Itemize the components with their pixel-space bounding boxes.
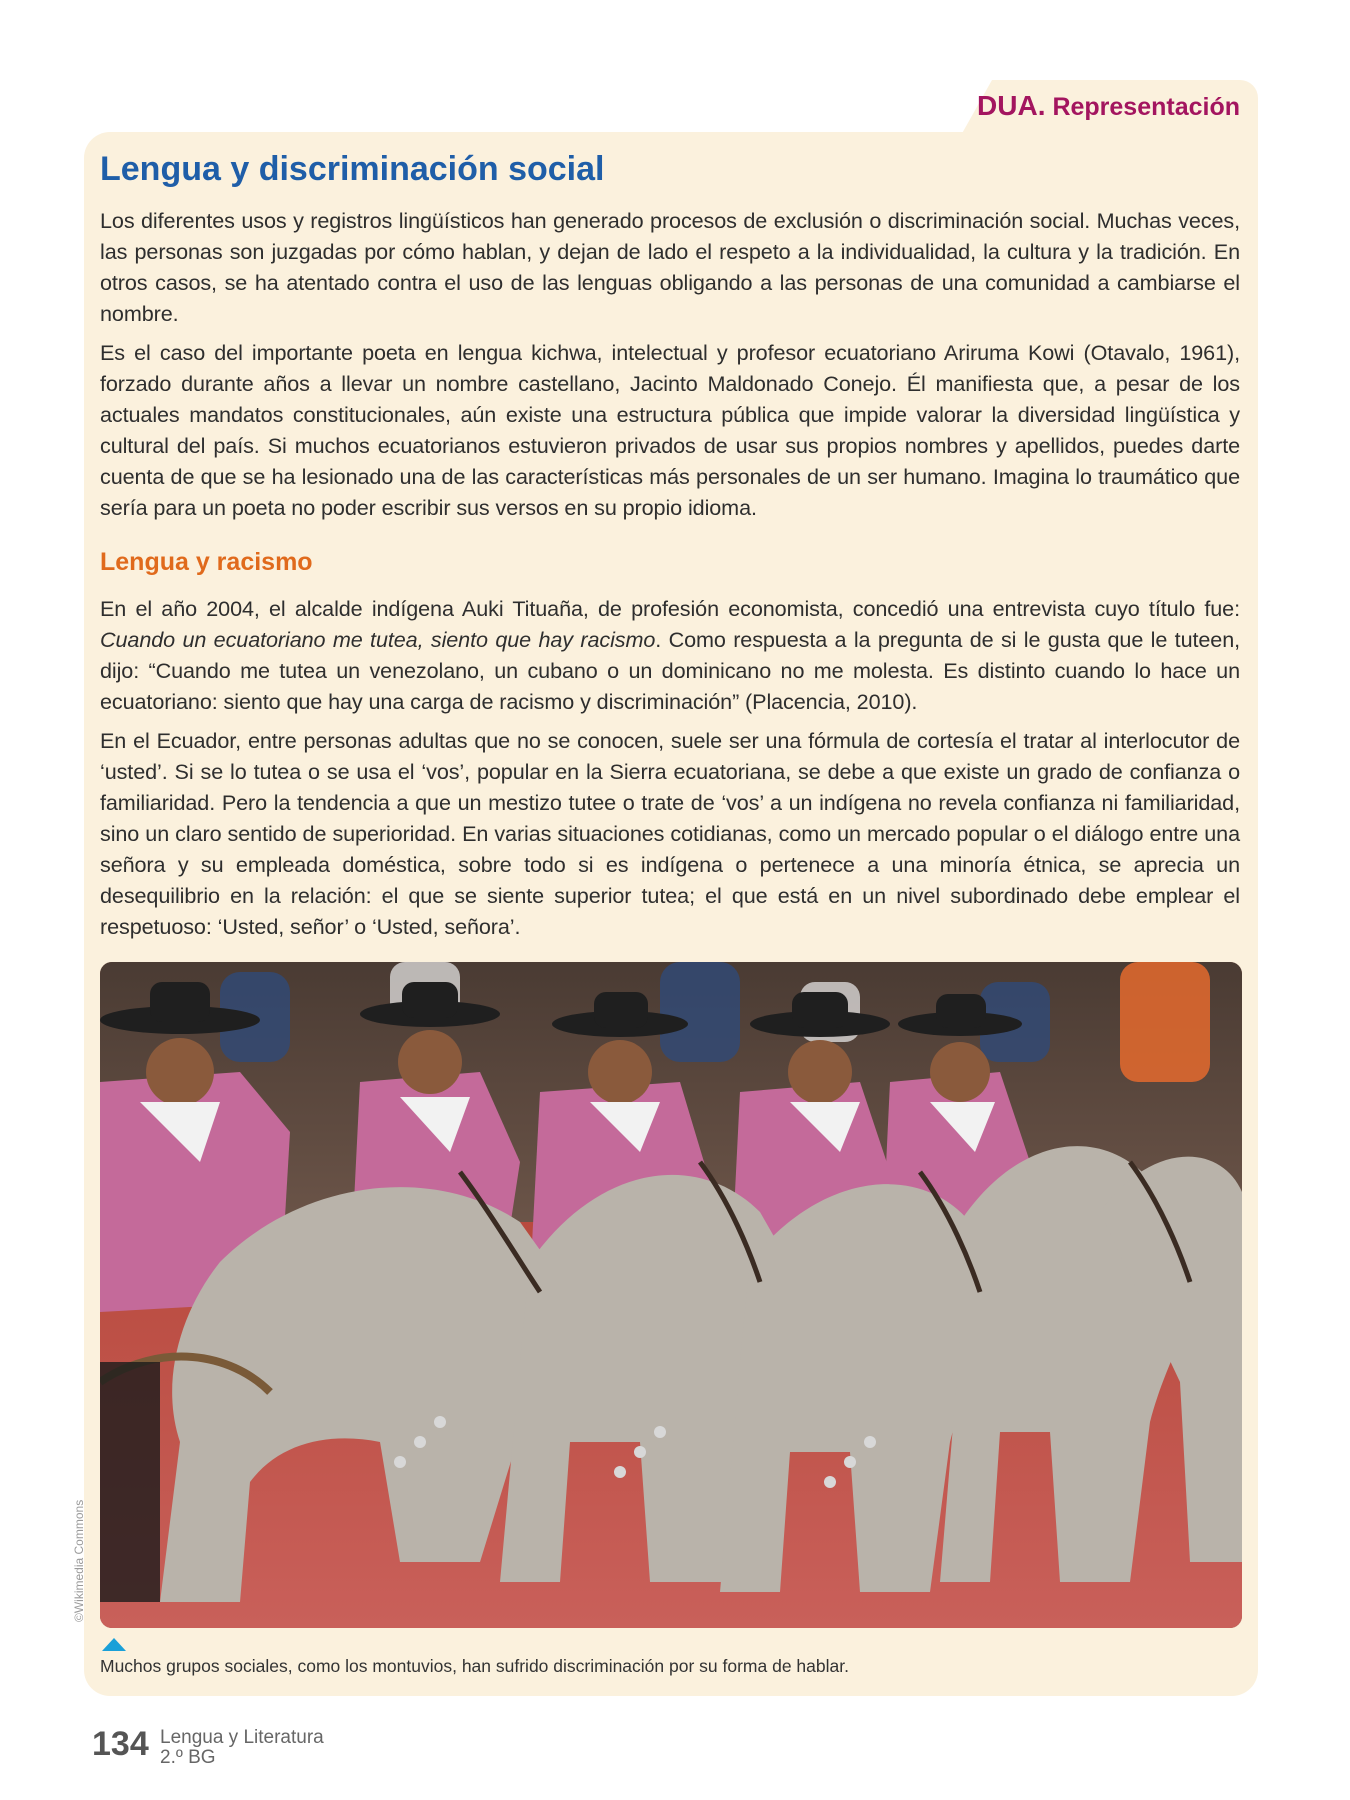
- paragraph-2: Es el caso del importante poeta en lengua kichwa, intelectual y profesor ecuatoriano Ariruma Kowi (Otavalo, 1961), forzado durante años a llevar un nombre castellano, Jacinto Maldonado Conejo. Él manifiesta que, a pesar de los actuales mandatos constitucionales, aún existe una estructura pública que impide valorar la diversidad lingüística y cultural del país. Si muchos ecuatorianos estuvieron privados de usar sus propios nombres y apellidos, puedes darte cuenta de que se ha lesionado una de las características más personales de un ser humano. Imagina lo traumático que sería para un poeta no poder escribir sus versos en su propio idioma.: [100, 340, 1240, 520]
- riders-illustration: [100, 962, 1242, 1628]
- photo-credit: ©Wikimedia Commons: [72, 1499, 86, 1622]
- paragraph-4: En el Ecuador, entre personas adultas que no se conocen, suele ser una fórmula de cortesía el tratar al interlocutor de ‘usted’. Si se lo tutea o se usa el ‘vos’, popular en la Sierra ecuatoriana, se debe a que existe un grado de confianza o familiaridad. Pero la tendencia a que un mestizo tutee o trate de ‘vos’ a un indígena no revela confianza ni familiaridad, sino un claro sentido de superioridad. En varias situaciones cotidianas, como un mercado popular o el diálogo entre una señora y su empleada doméstica, sobre todo si es indígena o pertenece a una minoría étnica, se aprecia un desequilibrio en la relación: el que se siente superior tutea; el que está en un nivel subordinado debe emplear el respetuoso: ‘Usted, señor’ o ‘Usted, señora’.: [100, 728, 1240, 939]
- paragraph-1: Los diferentes usos y registros lingüísticos han generado procesos de exclusión o discriminación social. Muchas veces, las personas son juzgadas por cómo hablan, y dejan de lado el respeto a la individualidad, la cultura y la tradición. En otros casos, se ha atentado contra el uso de las lenguas obligando a las personas de una comunidad a cambiarse el nombre.: [100, 208, 1240, 326]
- page-number: 134: [92, 1725, 149, 1763]
- page-title: Lengua y discriminación social: [100, 150, 605, 188]
- section-subtitle: Lengua y racismo: [100, 548, 313, 576]
- grade-label: 2.º BG: [160, 1747, 216, 1768]
- dua-representacion: Representación: [1052, 93, 1240, 121]
- dua-label: [977, 90, 1240, 122]
- montuvios-photo: [100, 962, 1242, 1628]
- book-info: [160, 1728, 324, 1768]
- caption-arrow-icon: [102, 1638, 126, 1651]
- interview-title: Cuando un ecuatoriano me tutea, siento que hay racismo: [100, 627, 656, 652]
- dua-abbrev: DUA.: [977, 90, 1046, 121]
- paragraph-3-end: . Como respuesta a la pregunta de si le gusta que le tuteen, dijo: “Cuando me tutea un venezolano, un cubano o un dominicano no me molesta. Es distinto cuando lo hace un ecuatoriano: siento que hay una carga de racismo y discriminación” (Placencia, 2010).: [100, 627, 1241, 714]
- photo-caption: Muchos grupos sociales, como los montuvios, han sufrido discriminación por su forma de hablar.: [100, 1656, 849, 1676]
- paragraph-3-start: En el año 2004, el alcalde indígena Auki Tituaña, de profesión economista, concedió una entrevista cuyo título fue:: [100, 596, 1240, 621]
- paragraph-3: [100, 593, 1240, 717]
- book-title: Lengua y Literatura: [160, 1727, 324, 1748]
